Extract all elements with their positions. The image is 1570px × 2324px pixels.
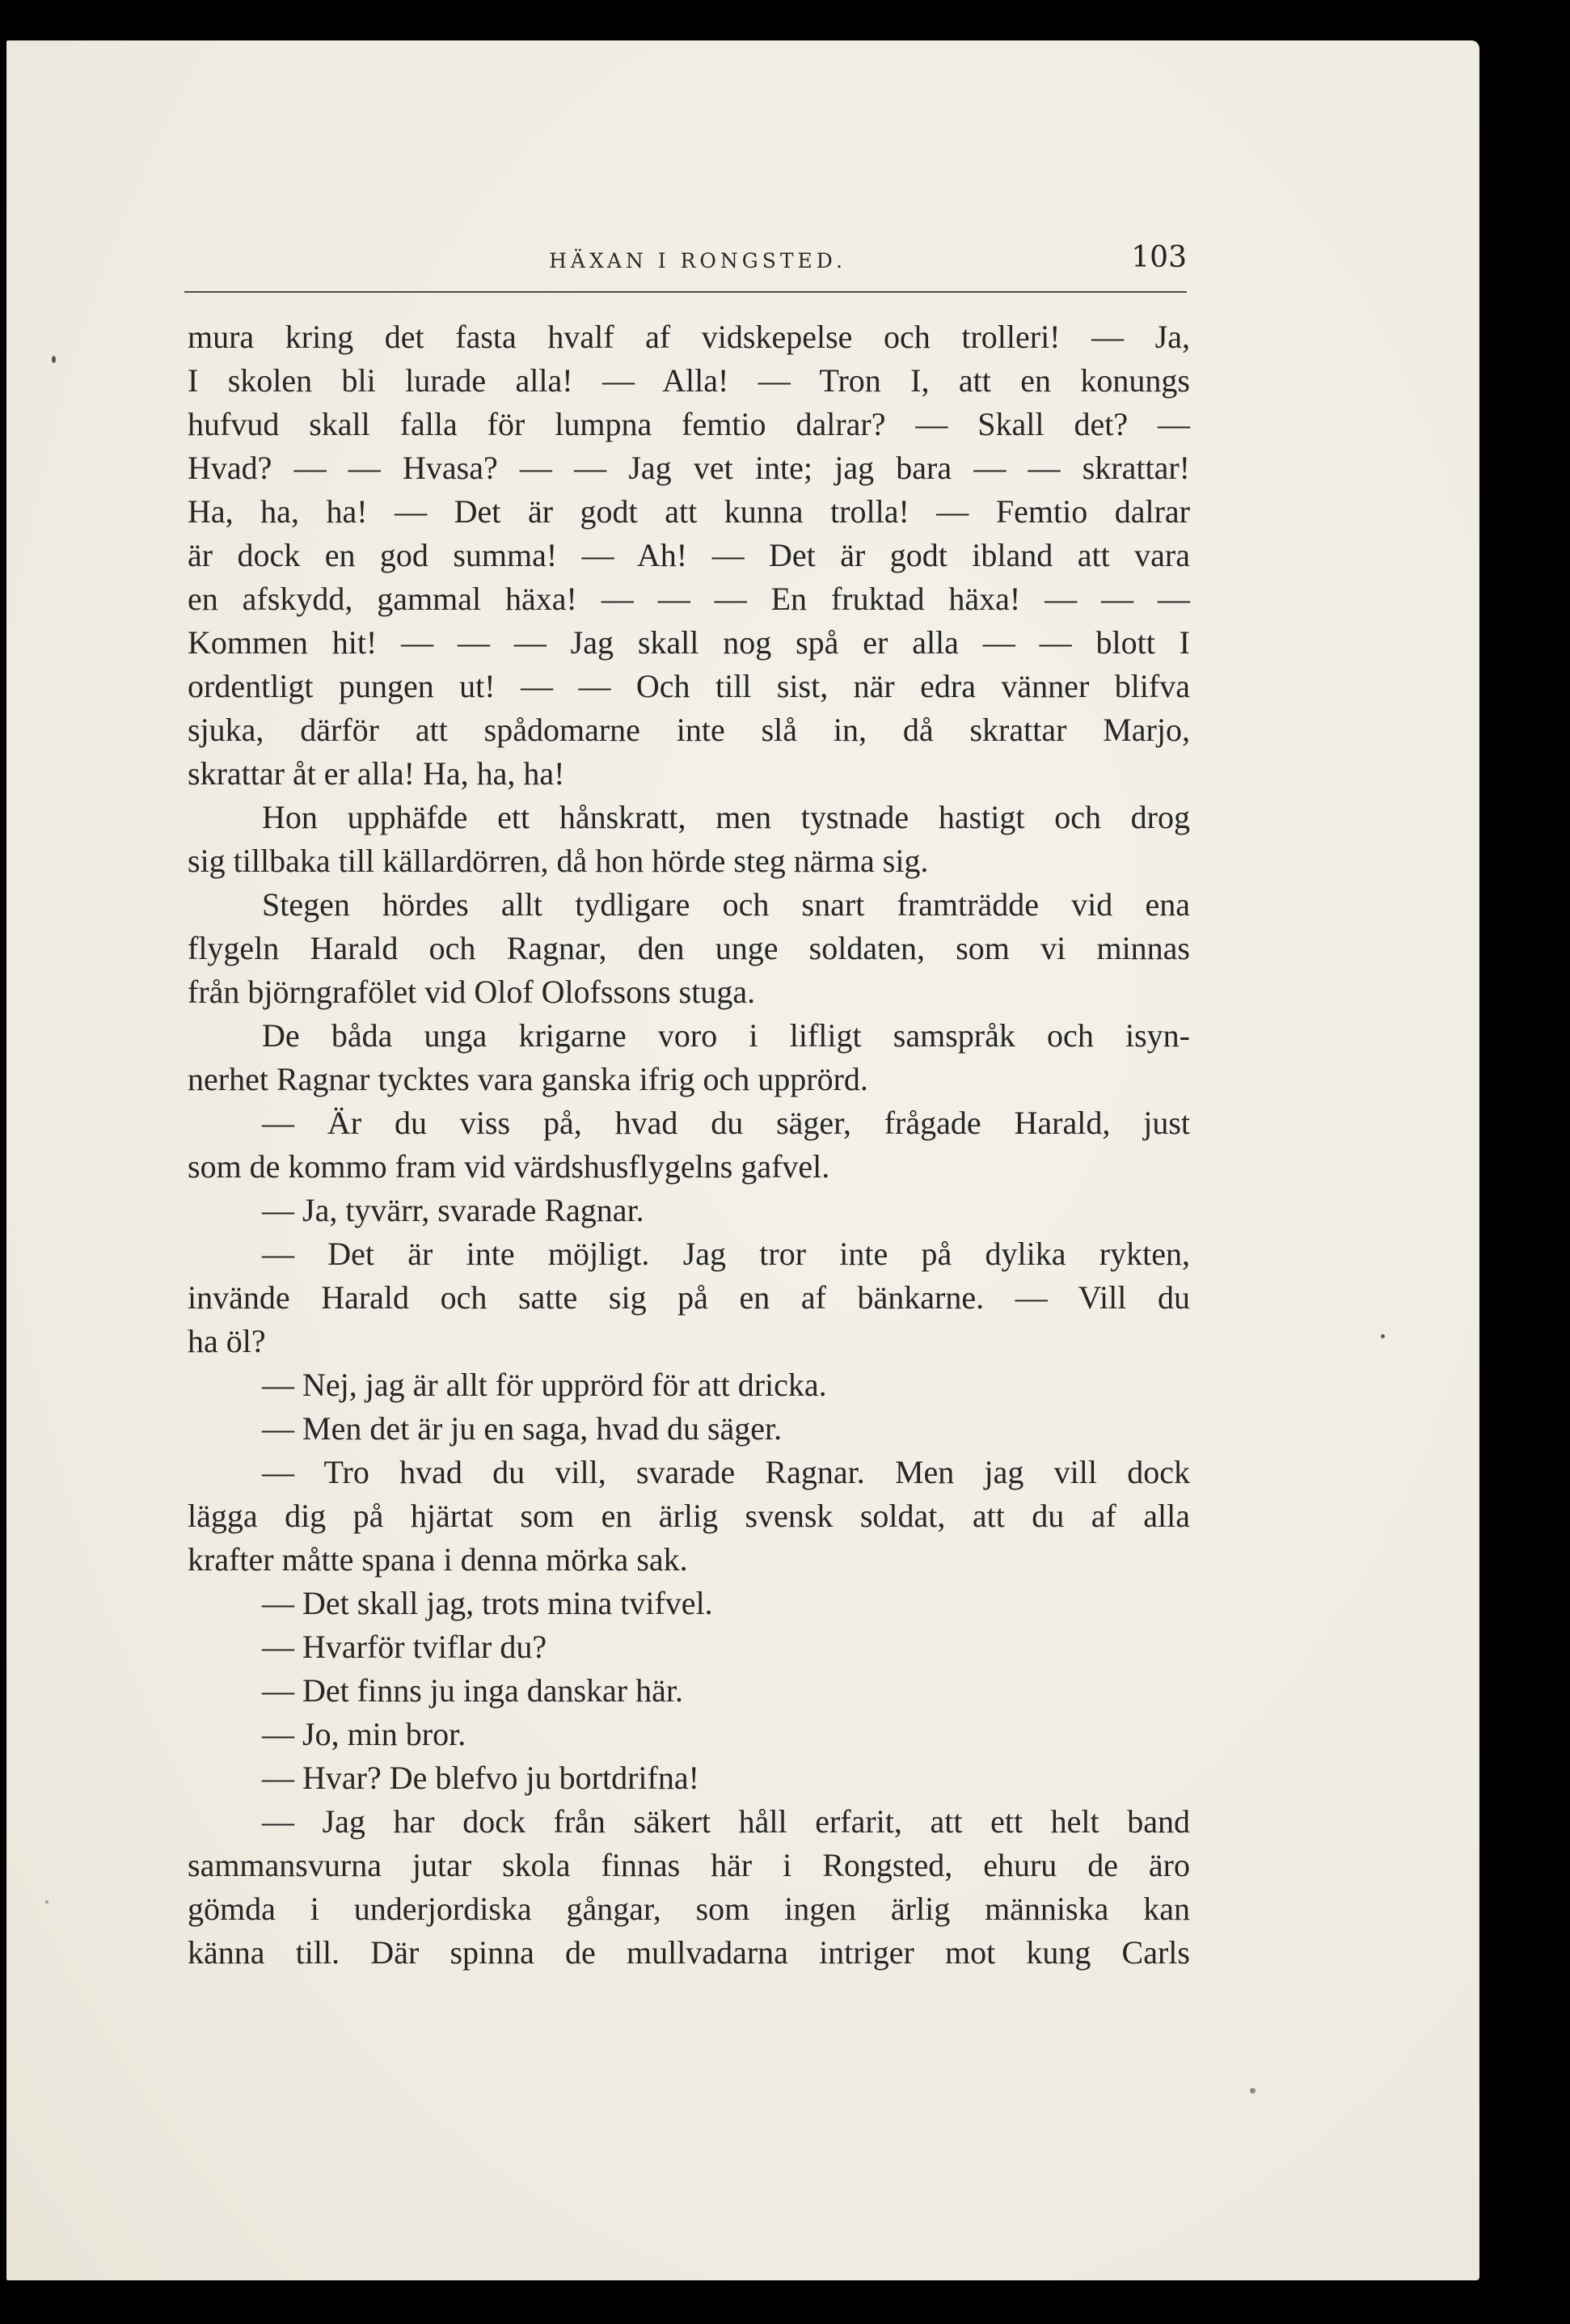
text-line: känna till. Där spinna de mullvadarna intriger mot kung Carls — [188, 1934, 1190, 1971]
text-line: en afskydd, gammal häxa! — — — En fruktad häxa! — — — — [188, 581, 1190, 617]
text-line: gömda i underjordiska gångar, som ingen ärlig människa kan — [188, 1891, 1190, 1927]
text-line: — Tro hvad du vill, svarade Ragnar. Men jag vill dock — [262, 1454, 1190, 1490]
page-number: 103 — [1131, 241, 1187, 274]
text-line: De båda unga krigarne voro i lifligt samspråk och isyn- — [262, 1017, 1190, 1054]
print-speck — [45, 1900, 49, 1904]
text-line: — Det är inte möjligt. Jag tror inte på dylika rykten, — [262, 1236, 1190, 1272]
running-title: HÄXAN I RONGSTED. — [549, 249, 846, 273]
text-line: Ha, ha, ha! — Det är godt att kunna trolla! — Femtio dalrar — [188, 493, 1190, 530]
text-line: som de kommo fram vid värdshusflygelns gafvel. — [188, 1148, 830, 1185]
text-line: lägga dig på hjärtat som en ärlig svensk soldat, att du af alla — [188, 1498, 1190, 1534]
print-speck — [1250, 2088, 1256, 2094]
text-line: — Nej, jag är allt för upprörd för att dricka. — [262, 1367, 827, 1403]
text-line: sjuka, därför att spådomarne inte slå in, då skrattar Marjo, — [188, 712, 1190, 748]
text-line: Hvad? — — Hvasa? — — Jag vet inte; jag bara — — skrattar! — [188, 450, 1190, 486]
print-speck — [52, 356, 56, 363]
text-line: nerhet Ragnar tycktes vara ganska ifrig och upprörd. — [188, 1061, 868, 1097]
text-line: — Jo, min bror. — [262, 1716, 466, 1752]
text-line: krafter måtte spana i denna mörka sak. — [188, 1541, 688, 1578]
text-line: ordentligt pungen ut! — — Och till sist, när edra vänner blifva — [188, 668, 1190, 704]
text-line: sammansvurna jutar skola finnas här i Rongsted, ehuru de äro — [188, 1847, 1190, 1883]
text-line: — Det skall jag, trots mina tvifvel. — [262, 1585, 713, 1621]
text-line: — Men det är ju en saga, hvad du säger. — [262, 1410, 783, 1447]
text-line: flygeln Harald och Ragnar, den unge soldaten, som vi minnas — [188, 930, 1190, 966]
text-line: mura kring det fasta hvalf af vidskepelse och trolleri! — Ja, — [188, 319, 1190, 355]
text-line: är dock en god summa! — Ah! — Det är godt ibland att vara — [188, 537, 1190, 573]
text-line: — Hvar? De blefvo ju bortdrifna! — [262, 1760, 699, 1796]
text-line: sig tillbaka till källardörren, då hon hörde steg närma sig. — [188, 843, 929, 879]
text-line: — Är du viss på, hvad du säger, frågade Harald, just — [262, 1105, 1190, 1141]
running-head — [184, 235, 1187, 283]
body-text — [188, 315, 1190, 1975]
text-line: Stegen hördes allt tydligare och snart framträdde vid ena — [262, 886, 1190, 923]
print-speck — [1381, 1334, 1385, 1338]
text-line: ha öl? — [188, 1323, 266, 1359]
text-line: skrattar åt er alla! Ha, ha, ha! — [188, 755, 565, 792]
text-line: invände Harald och satte sig på en af bänkarne. — Vill du — [188, 1279, 1190, 1316]
text-line: I skolen bli lurade alla! — Alla! — Tron I, att en konungs — [188, 362, 1190, 399]
text-line: hufvud skall falla för lumpna femtio dalrar? — Skall det? — — [188, 406, 1190, 442]
header-rule — [184, 291, 1187, 293]
text-line: Kommen hit! — — — Jag skall nog spå er alla — — blott I — [188, 624, 1190, 661]
text-line: — Ja, tyvärr, svarade Ragnar. — [262, 1192, 644, 1228]
text-line: — Hvarför tviflar du? — [262, 1629, 547, 1665]
text-line: — Jag har dock från säkert håll erfarit, att ett helt band — [262, 1803, 1190, 1840]
text-line: Hon upphäfde ett hånskratt, men tystnade hastigt och drog — [262, 799, 1190, 835]
text-line: från björngrafölet vid Olof Olofssons stuga. — [188, 974, 756, 1010]
text-line: — Det finns ju inga danskar här. — [262, 1672, 683, 1709]
